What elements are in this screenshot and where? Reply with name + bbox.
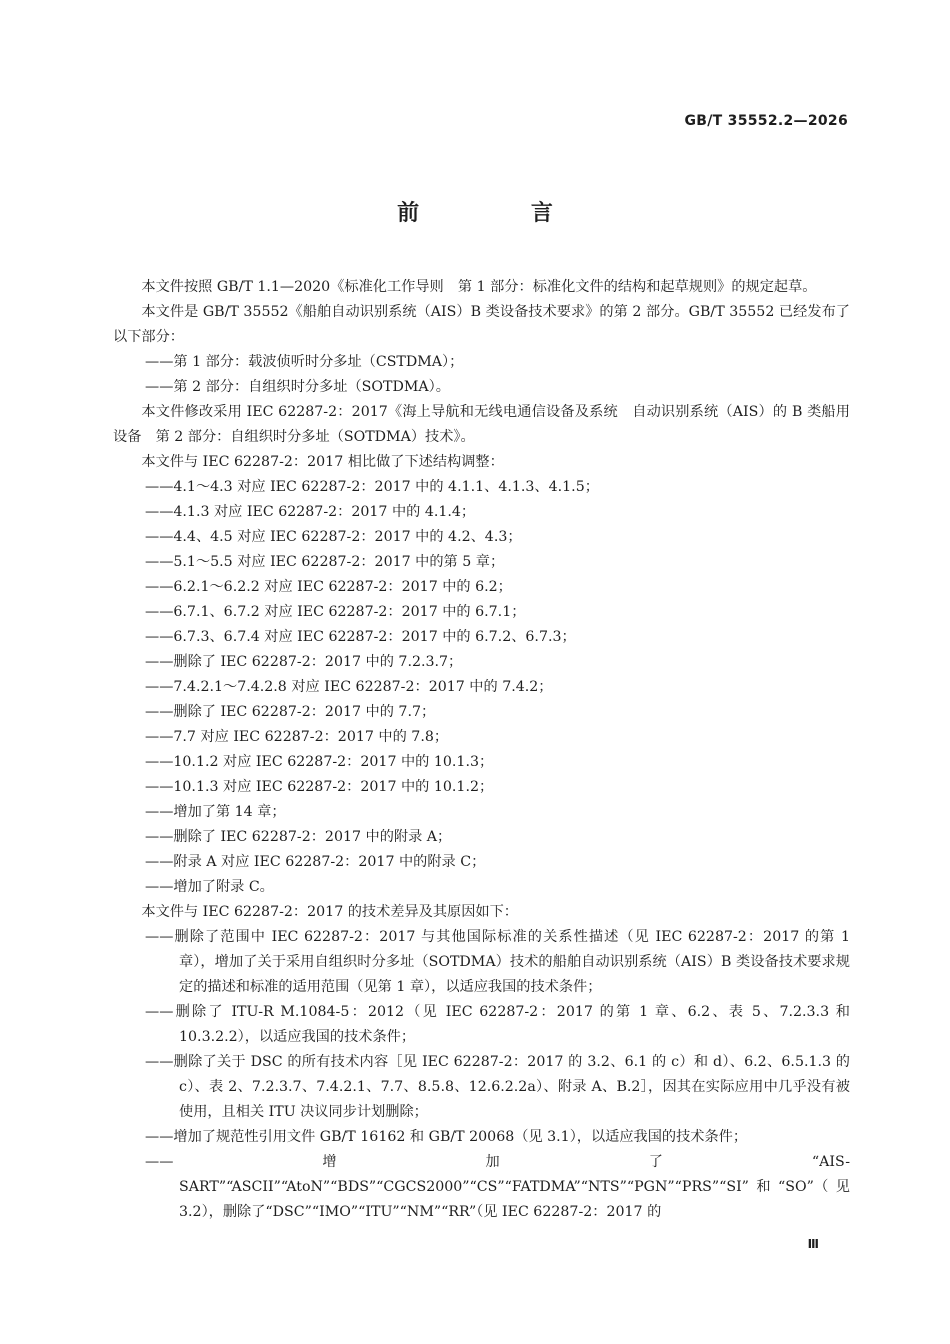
difference-item: ——删除了关于 DSC 的所有技术内容［见 IEC 62287-2：2017 的 3.2、6.1 的 c）和 d）、6.2、6.5.1.3 的 c）、表 2、7.2.3.7、7.4.2.1、7.7、8.5.8、12.6.2.2a）、附录 A、B.2］，因其在实际应用中几乎没有被使用，且相关 ITU 决议同步计划删除；	[145, 1054, 850, 1120]
structure-change-item: ——删除了 IEC 62287-2：2017 中的附录 A；	[145, 829, 452, 845]
intro-paragraph: 本文件是 GB/T 35552《船舶自动识别系统（AIS）B 类设备技术要求》的第 2 部分。GB/T 35552 已经发布了以下部分：	[113, 304, 850, 345]
difference-item: ——增加了“AIS-SART”“ASCII”“AtoN”“BDS”“CGCS2000”“CS”“FATDMA”“NTS”“PGN”“PRS”“SI”和“SO”（见 3.2），删除了“DSC”“IMO”“ITU”“NM”“RR”（见 IEC 62287-2：2017 的	[145, 1154, 850, 1220]
structure-change-item: ——4.4、4.5 对应 IEC 62287-2：2017 中的 4.2、4.3；	[145, 529, 522, 545]
adoption-paragraph: 本文件修改采用 IEC 62287-2：2017《海上导航和无线电通信设备及系统 自动识别系统（AIS）的 B 类船用设备 第 2 部分：自组织时分多址（SOTDMA）技术》。	[113, 404, 850, 445]
differences-intro: 本文件与 IEC 62287-2：2017 的技术差异及其原因如下：	[141, 904, 518, 920]
structure-change-item: ——删除了 IEC 62287-2：2017 中的 7.7；	[145, 704, 436, 720]
page-title: 前 言	[397, 201, 605, 226]
structure-change-item: ——10.1.2 对应 IEC 62287-2：2017 中的 10.1.3；	[145, 754, 494, 770]
structure-change-item: ——7.4.2.1～7.4.2.8 对应 IEC 62287-2：2017 中的 7.4.2；	[145, 679, 553, 695]
structure-change-item: ——4.1.3 对应 IEC 62287-2：2017 中的 4.1.4；	[145, 504, 476, 520]
difference-item: ——删除了 ITU-R M.1084-5：2012（见 IEC 62287-2：2017 的第 1 章、6.2、表 5、7.2.3.3 和 10.3.2.2），以适应我国的技术条件；	[145, 1004, 850, 1045]
intro-paragraph: 本文件按照 GB/T 1.1—2020《标准化工作导则 第 1 部分：标准化文件的结构和起草规则》的规定起草。	[141, 279, 817, 295]
structure-change-item: ——附录 A 对应 IEC 62287-2：2017 中的附录 C；	[145, 854, 486, 870]
part-list-item: ——第 1 部分：载波侦听时分多址（CSTDMA）；	[145, 354, 464, 370]
structure-change-item: ——6.2.1～6.2.2 对应 IEC 62287-2：2017 中的 6.2；	[145, 579, 512, 595]
standard-code: GB/T 35552.2—2026	[684, 113, 848, 129]
structure-change-item: ——6.7.3、6.7.4 对应 IEC 62287-2：2017 中的 6.7.2、6.7.3；	[145, 629, 576, 645]
part-list-item: ——第 2 部分：自组织时分多址（SOTDMA）。	[145, 379, 450, 395]
page-number: Ⅲ	[807, 1237, 819, 1251]
structure-change-item: ——增加了附录 C。	[145, 879, 274, 895]
difference-item: ——增加了规范性引用文件 GB/T 16162 和 GB/T 20068（见 3.1），以适应我国的技术条件；	[145, 1129, 748, 1145]
structure-change-item: ——7.7 对应 IEC 62287-2：2017 中的 7.8；	[145, 729, 449, 745]
difference-item: ——删除了范围中 IEC 62287-2：2017 与其他国际标准的关系性描述（见 IEC 62287-2：2017 的第 1 章），增加了关于采用自组织时分多址（SOTDMA）技术的船舶自动识别系统（AIS）B 类设备技术要求规定的描述和标准的适用范围（见第 1 章），以适应我国的技术条件；	[145, 929, 850, 995]
structure-change-item: ——删除了 IEC 62287-2：2017 中的 7.2.3.7；	[145, 654, 463, 670]
structure-change-item: ——增加了第 14 章；	[145, 804, 286, 820]
structure-change-item: ——6.7.1、6.7.2 对应 IEC 62287-2：2017 中的 6.7.1；	[145, 604, 526, 620]
structure-change-item: ——10.1.3 对应 IEC 62287-2：2017 中的 10.1.2；	[145, 779, 494, 795]
foreword-body	[113, 275, 850, 1225]
structure-change-item: ——5.1～5.5 对应 IEC 62287-2：2017 中的第 5 章；	[145, 554, 505, 570]
structure-change-item: ——4.1～4.3 对应 IEC 62287-2：2017 中的 4.1.1、4.1.3、4.1.5；	[145, 479, 599, 495]
structure-intro: 本文件与 IEC 62287-2：2017 相比做了下述结构调整：	[141, 454, 504, 470]
